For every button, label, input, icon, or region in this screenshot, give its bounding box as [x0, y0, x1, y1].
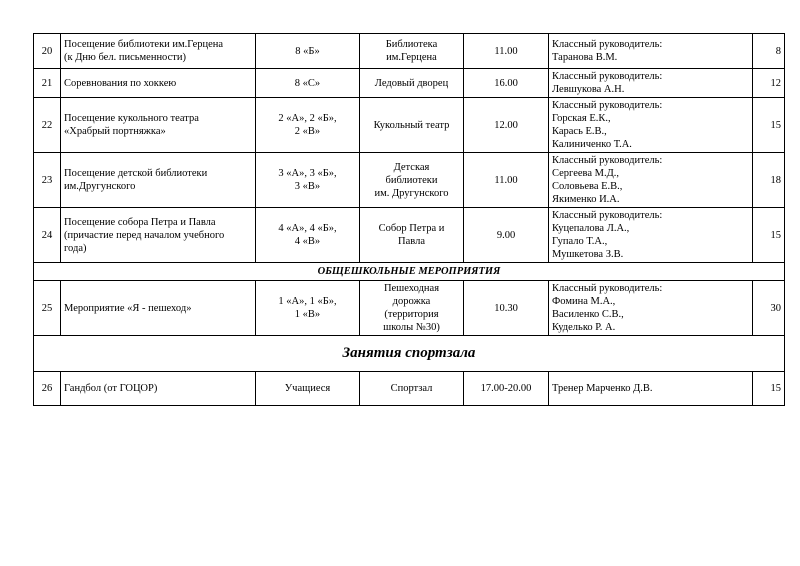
cell-place-line: Ледовый дворец	[374, 77, 449, 89]
cell-classes-line: Учащиеся	[284, 383, 331, 394]
cell-place-line: Собор Петра и	[378, 223, 445, 234]
cell-classes-line: 2 «В»	[294, 126, 321, 137]
cell-count: 15	[753, 208, 785, 263]
cell-responsible-line: Таранова В.М.	[552, 52, 618, 63]
cell-classes-line: 8 «С»	[294, 77, 321, 89]
cell-place	[360, 208, 464, 263]
cell-time: 16.00	[464, 69, 549, 98]
rows-group-b	[34, 281, 785, 336]
cell-classes-line: 3 «В»	[294, 181, 321, 192]
cell-count: 15	[753, 98, 785, 153]
cell-classes	[256, 208, 360, 263]
cell-classes	[256, 98, 360, 153]
cell-event-line: Гандбол (от ГОЦОР)	[64, 383, 158, 394]
cell-responsible-line: Классный руководитель:	[552, 155, 663, 166]
cell-responsible-line: Горская Е.К.,	[552, 113, 611, 124]
cell-responsible	[549, 208, 753, 263]
cell-event	[61, 153, 256, 208]
cell-place-line: Детская	[393, 161, 430, 173]
cell-event-line: Мероприятие «Я - пешеход»	[64, 302, 192, 314]
cell-classes	[256, 69, 360, 98]
table-row	[34, 372, 785, 406]
table-row	[34, 208, 785, 263]
cell-event-line: (причастие перед началом учебного	[64, 229, 225, 241]
table-row	[34, 69, 785, 98]
cell-classes-line: 2 «А», 2 «Б»,	[278, 113, 337, 124]
cell-place	[360, 69, 464, 98]
table-row	[34, 98, 785, 153]
section-title-school-events: ОБЩЕШКОЛЬНЫЕ МЕРОПРИЯТИЯ	[34, 263, 785, 281]
cell-event	[61, 372, 256, 406]
cell-responsible-line: Фомина М.А.,	[552, 296, 616, 307]
table-row	[34, 153, 785, 208]
cell-responsible-line: Классный руководитель:	[552, 71, 663, 82]
cell-classes-line: 4 «В»	[294, 236, 321, 247]
cell-event-line: Посещение детской библиотеки	[64, 168, 208, 179]
cell-event	[61, 208, 256, 263]
cell-count: 8	[753, 34, 785, 69]
cell-time: 9.00	[464, 208, 549, 263]
cell-responsible-line: Гупало Т.А.,	[552, 236, 608, 247]
cell-classes-line: 1 «А», 1 «Б»,	[278, 296, 337, 307]
cell-classes-line: 3 «А», 3 «Б»,	[278, 168, 337, 179]
cell-event	[61, 69, 256, 98]
cell-count: 18	[753, 153, 785, 208]
section-gym-group	[34, 336, 785, 372]
cell-responsible	[549, 98, 753, 153]
cell-event-line: им.Другунского	[64, 181, 136, 192]
cell-place-line: Спортзал	[390, 383, 433, 394]
section-row-school-events	[34, 263, 785, 281]
cell-classes-line: 1 «В»	[294, 309, 321, 320]
cell-number: 22	[34, 98, 61, 153]
section-school-group	[34, 263, 785, 281]
cell-number: 21	[34, 69, 61, 98]
rows-group-c	[34, 372, 785, 406]
cell-responsible-line: Куцепалова Л.А.,	[552, 223, 630, 234]
table-row	[34, 281, 785, 336]
cell-event	[61, 34, 256, 69]
cell-event	[61, 281, 256, 336]
cell-classes-line: 8 «Б»	[295, 45, 320, 57]
cell-responsible-line: Классный руководитель:	[552, 283, 663, 294]
rows-group-a	[34, 34, 785, 263]
cell-number: 24	[34, 208, 61, 263]
table-row	[34, 34, 785, 69]
cell-time: 12.00	[464, 98, 549, 153]
cell-number: 23	[34, 153, 61, 208]
cell-responsible	[549, 34, 753, 69]
cell-place-line: (территория	[384, 309, 439, 320]
cell-number: 26	[34, 372, 61, 406]
cell-classes-line: 4 «А», 4 «Б»,	[278, 223, 337, 234]
cell-responsible-line: Левшукова А.Н.	[552, 84, 625, 95]
cell-event	[61, 98, 256, 153]
cell-place	[360, 98, 464, 153]
cell-place	[360, 372, 464, 406]
cell-number: 20	[34, 34, 61, 69]
cell-classes	[256, 153, 360, 208]
cell-count: 30	[753, 281, 785, 336]
cell-time: 11.00	[464, 34, 549, 69]
cell-responsible-line: Классный руководитель:	[552, 100, 663, 111]
cell-event-line: Посещение кукольного театра	[64, 113, 199, 124]
cell-count: 15	[753, 372, 785, 406]
cell-responsible-line: Тренер Марченко Д.В.	[552, 383, 653, 394]
cell-place-line: библиотеки	[385, 174, 438, 186]
cell-responsible-line: Классный руководитель:	[552, 39, 663, 50]
cell-responsible	[549, 69, 753, 98]
cell-place-line: Пешеходная	[383, 283, 440, 294]
cell-event-line: Посещение собора Петра и Павла	[64, 216, 216, 228]
schedule-table	[33, 33, 785, 406]
cell-responsible	[549, 372, 753, 406]
cell-number: 25	[34, 281, 61, 336]
section-row-gym	[34, 336, 785, 372]
cell-place-line: Библиотека	[385, 39, 438, 50]
cell-responsible-line: Классный руководитель:	[552, 210, 663, 221]
cell-responsible-line: Куделько Р. А.	[552, 322, 616, 333]
cell-time: 10.30	[464, 281, 549, 336]
cell-event-line: Посещение библиотеки им.Герцена	[64, 39, 224, 50]
cell-time: 17.00-20.00	[464, 372, 549, 406]
cell-responsible-line: Сергеева М.Д.,	[552, 168, 620, 179]
cell-place-line: Павла	[398, 236, 425, 247]
cell-event-line: года)	[64, 242, 87, 254]
cell-classes	[256, 34, 360, 69]
cell-place	[360, 153, 464, 208]
cell-responsible-line: Соловьева Е.В.,	[552, 181, 623, 192]
cell-place	[360, 281, 464, 336]
cell-responsible	[549, 153, 753, 208]
cell-event-line: Соревнования по хоккею	[64, 77, 177, 89]
cell-place-line: им. Другунского	[374, 187, 449, 199]
cell-responsible-line: Карась Е.В.,	[552, 126, 607, 137]
cell-event-line: «Храбрый портняжка»	[64, 126, 166, 137]
cell-responsible-line: Якименко И.А.	[552, 194, 620, 205]
cell-classes	[256, 281, 360, 336]
cell-place-line: им.Герцена	[386, 52, 437, 63]
cell-event-line: (к Дню бел. письменности)	[64, 52, 186, 63]
section-title-gym: Занятия спортзала	[34, 336, 785, 372]
cell-place-line: дорожка	[392, 296, 431, 307]
cell-place-line: Кукольный театр	[373, 119, 450, 131]
cell-classes	[256, 372, 360, 406]
cell-responsible-line: Мушкетова З.В.	[552, 249, 624, 260]
cell-responsible-line: Калиниченко Т.А.	[552, 139, 632, 150]
cell-responsible-line: Василенко С.В.,	[552, 309, 624, 320]
cell-place	[360, 34, 464, 69]
cell-count: 12	[753, 69, 785, 98]
cell-responsible	[549, 281, 753, 336]
cell-place-line: школы №30)	[383, 322, 440, 333]
cell-time: 11.00	[464, 153, 549, 208]
